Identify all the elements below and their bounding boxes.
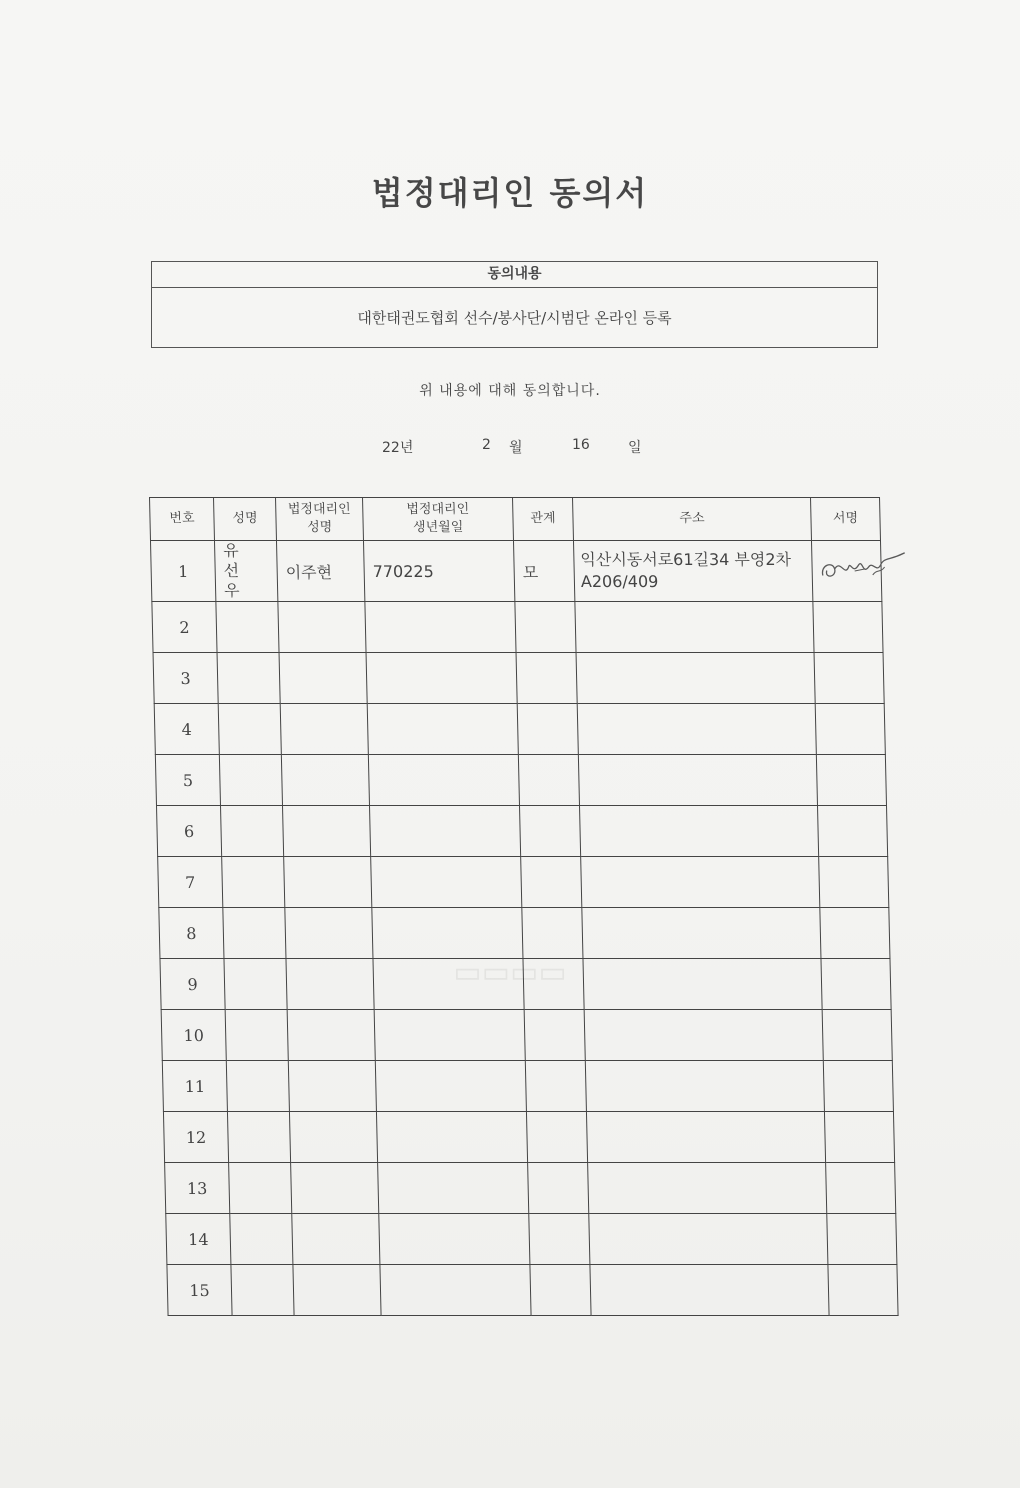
signature-cell	[826, 1163, 896, 1214]
guardian-name	[283, 806, 371, 857]
date-day-value: 16	[572, 437, 590, 453]
table-row	[155, 755, 886, 806]
row-number: 5	[155, 755, 220, 806]
guardian-birthdate	[378, 1163, 529, 1214]
guardian-name	[285, 908, 373, 959]
signature-cell	[822, 1010, 892, 1061]
guardian-name	[291, 1163, 379, 1214]
header-number: 번호	[150, 498, 215, 541]
date-line	[382, 437, 662, 459]
table-row	[154, 704, 885, 755]
guardian-birthdate: 770225	[363, 541, 514, 602]
row-number: 1	[150, 541, 215, 602]
address	[582, 908, 821, 959]
relation: 모	[513, 541, 574, 602]
student-name	[218, 704, 281, 755]
address	[580, 806, 819, 857]
consent-box	[151, 261, 878, 348]
guardian-birthdate	[379, 1214, 530, 1265]
guardian-name	[286, 959, 374, 1010]
guardian-name	[279, 653, 367, 704]
address	[583, 959, 822, 1010]
student-name	[216, 602, 279, 653]
row-number: 13	[165, 1163, 230, 1214]
signature-cell	[813, 602, 883, 653]
student-name	[219, 755, 282, 806]
header-address: 주소	[573, 498, 812, 541]
handwritten-signature	[818, 551, 909, 585]
student-name	[225, 1010, 288, 1061]
signature-cell	[828, 1265, 898, 1316]
guardian-birthdate	[366, 653, 517, 704]
guardian-birthdate	[374, 1010, 525, 1061]
row-number: 14	[166, 1214, 231, 1265]
consent-header: 동의내용	[152, 262, 877, 288]
row-number: 11	[162, 1061, 227, 1112]
date-year: 22년	[382, 440, 414, 456]
row-number: 4	[154, 704, 219, 755]
guardian-birthdate	[375, 1061, 526, 1112]
student-name	[231, 1265, 294, 1316]
header-signature: 서명	[811, 498, 881, 541]
signature-cell	[819, 857, 889, 908]
relation	[520, 806, 581, 857]
signature-cell	[824, 1112, 894, 1163]
row-number: 3	[153, 653, 218, 704]
address	[578, 755, 817, 806]
student-name	[224, 959, 287, 1010]
guardian-name	[278, 602, 366, 653]
signature-cell	[814, 653, 884, 704]
address	[588, 1163, 827, 1214]
guardian-name	[284, 857, 372, 908]
header-relation: 관계	[513, 498, 574, 541]
student-name	[222, 857, 285, 908]
student-name	[223, 908, 286, 959]
table-row	[157, 806, 888, 857]
guardian-birthdate	[380, 1265, 531, 1316]
guardian-birthdate	[372, 908, 523, 959]
relation	[517, 704, 578, 755]
relation	[521, 857, 582, 908]
registration-table	[149, 497, 899, 1316]
table-row	[162, 1061, 893, 1112]
signature-cell	[820, 908, 890, 959]
guardian-name	[280, 704, 368, 755]
date-month-label: 월	[509, 440, 523, 456]
table-row	[166, 1214, 897, 1265]
table-row	[165, 1163, 896, 1214]
address: 익산시동서로61길34 부영2차 A206/409	[573, 541, 812, 602]
address	[589, 1214, 828, 1265]
row-number: 15	[167, 1265, 232, 1316]
guardian-birthdate	[371, 857, 522, 908]
guardian-name	[288, 1061, 376, 1112]
relation	[525, 1061, 586, 1112]
relation	[518, 755, 579, 806]
guardian-name	[293, 1265, 381, 1316]
guardian-name: 이주현	[276, 541, 364, 602]
signature-cell	[821, 959, 891, 1010]
date-day-label: 일	[628, 440, 642, 456]
table-row	[152, 602, 883, 653]
relation	[529, 1214, 590, 1265]
header-guardian-birth: 법정대리인 생년월일	[363, 498, 514, 541]
signature-cell	[811, 541, 881, 602]
document-title: 법정대리인 동의서	[371, 174, 649, 212]
student-name	[226, 1061, 289, 1112]
row-number: 10	[161, 1010, 226, 1061]
guardian-birthdate	[365, 602, 516, 653]
table-row	[153, 653, 884, 704]
table-row	[150, 541, 881, 602]
student-name	[221, 806, 284, 857]
guardian-name	[292, 1214, 380, 1265]
relation	[522, 908, 583, 959]
table-header-row	[150, 498, 881, 541]
guardian-name	[281, 755, 369, 806]
header-name: 성명	[214, 498, 277, 541]
table-row	[158, 857, 889, 908]
relation	[523, 959, 584, 1010]
guardian-birthdate	[376, 1112, 527, 1163]
address	[586, 1112, 825, 1163]
table-row	[163, 1112, 894, 1163]
relation	[526, 1112, 587, 1163]
guardian-name	[287, 1010, 375, 1061]
guardian-name	[289, 1112, 377, 1163]
relation	[516, 653, 577, 704]
student-name	[227, 1112, 290, 1163]
row-number: 9	[160, 959, 225, 1010]
signature-cell	[823, 1061, 893, 1112]
row-number: 8	[159, 908, 224, 959]
guardian-birthdate	[368, 755, 519, 806]
student-name	[229, 1163, 292, 1214]
signature-cell	[815, 704, 885, 755]
header-guardian-name: 법정대리인 성명	[276, 498, 364, 541]
consent-content: 대한태권도협회 선수/봉사단/시범단 온라인 등록	[357, 309, 672, 327]
row-number: 6	[157, 806, 222, 857]
address	[585, 1061, 824, 1112]
signature-cell	[816, 755, 886, 806]
guardian-birthdate	[367, 704, 518, 755]
address	[581, 857, 820, 908]
row-number: 7	[158, 857, 223, 908]
address	[584, 1010, 823, 1061]
relation	[524, 1010, 585, 1061]
table-row	[161, 1010, 892, 1061]
guardian-birthdate	[373, 959, 524, 1010]
address	[590, 1265, 829, 1316]
student-name: 유 선 우	[214, 541, 277, 602]
signature-cell	[818, 806, 888, 857]
relation	[528, 1163, 589, 1214]
relation	[515, 602, 576, 653]
table-row	[167, 1265, 898, 1316]
student-name	[230, 1214, 293, 1265]
table-row	[160, 959, 891, 1010]
row-number: 12	[163, 1112, 228, 1163]
address	[577, 704, 816, 755]
relation	[530, 1265, 591, 1316]
address	[575, 602, 814, 653]
row-number: 2	[152, 602, 217, 653]
agreement-statement: 위 내용에 대해 동의합니다.	[419, 383, 601, 399]
student-name	[217, 653, 280, 704]
address	[576, 653, 815, 704]
signature-cell	[827, 1214, 897, 1265]
date-month-value: 2	[482, 437, 491, 453]
guardian-birthdate	[370, 806, 521, 857]
table-row	[159, 908, 890, 959]
